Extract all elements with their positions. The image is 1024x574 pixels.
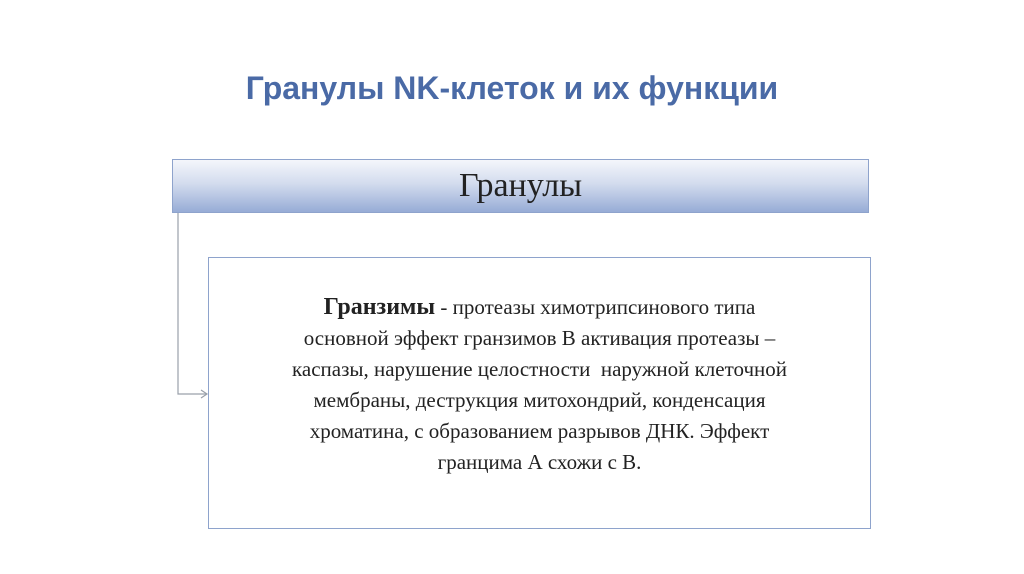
description-line-6: гранцима А схожи с В. [437, 450, 642, 474]
description-line-1-text: - протеазы химотрипсинового типа [435, 295, 756, 319]
description-line-1 [229, 292, 850, 323]
granzymes-description-box [208, 257, 871, 529]
description-line-5: хроматина, с образованием разрывов ДНК. Эффект [309, 419, 770, 443]
description-line-2: основной эффект гранзимов В активация протеазы – [303, 326, 776, 350]
description-line-4: мембраны, деструкция митохондрий, конденсация [313, 388, 766, 412]
slide-title: Гранулы NK-клеток и их функции [245, 70, 779, 106]
granules-header-label: Гранулы [458, 167, 583, 204]
granules-header-box [172, 159, 869, 213]
granzymes-description [229, 292, 850, 478]
description-line-3: каспазы, нарушение целостности наружной клеточной [291, 357, 787, 381]
granzymes-term: Гранзимы [323, 294, 436, 320]
